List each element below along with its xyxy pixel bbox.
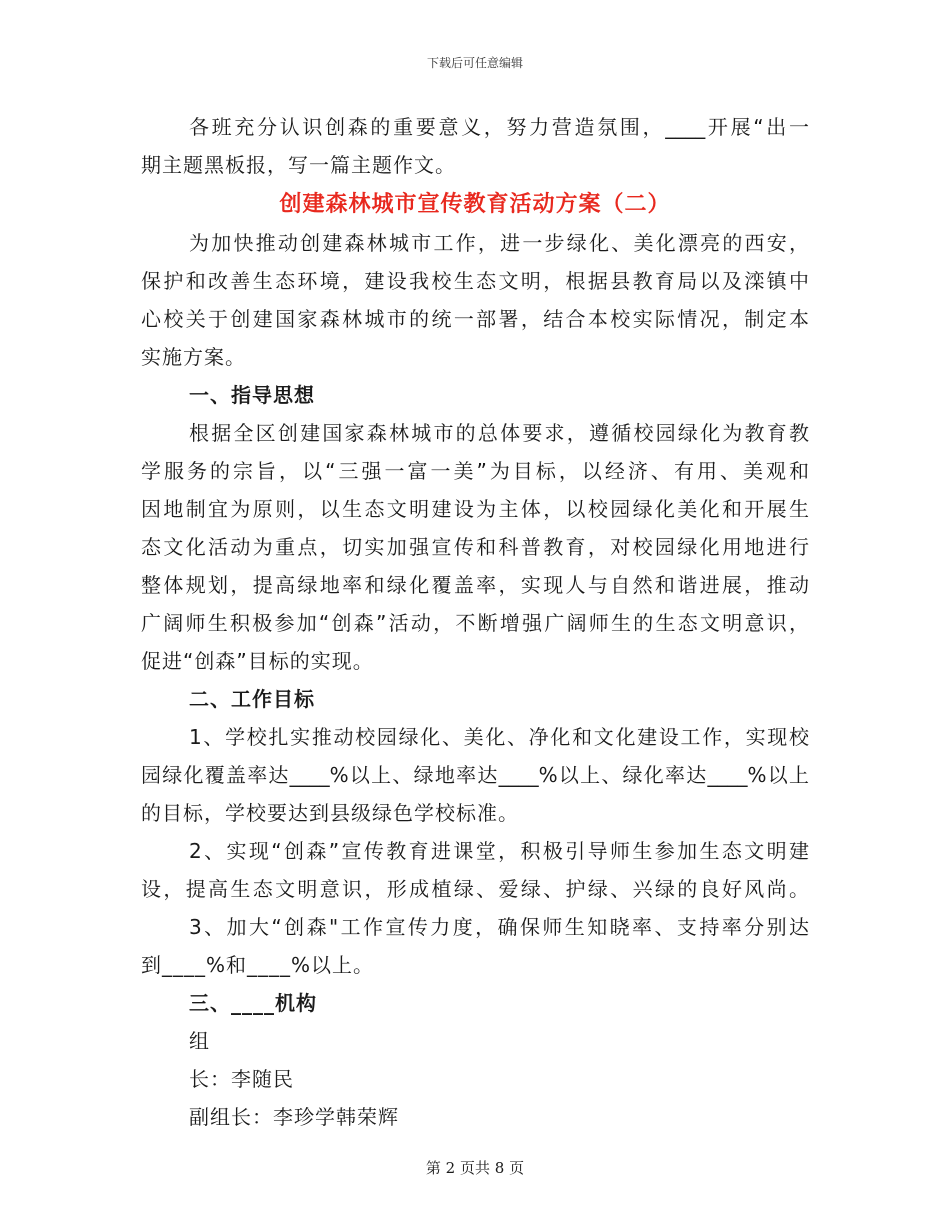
paragraph-line: 3、加大“创森"工作宣传力度，确保师生知晓率、支持率分别达 [189, 915, 809, 939]
paragraph-line: 各班充分认识创森的重要意义，努力营造氛围，____开展“出一 [189, 115, 809, 139]
paragraph-line: 副组长：李珍学韩荣辉 [189, 1105, 399, 1129]
paragraph-line: 的目标，学校要达到县级绿色学校标准。 [141, 801, 519, 825]
paragraph-line: 园绿化覆盖率达____%以上、绿地率达____%以上、绿化率达____%以上 [141, 763, 809, 787]
paragraph-line: 整体规划，提高绿地率和绿化覆盖率，实现人与自然和谐进展，推动 [141, 573, 809, 597]
paragraph-line: 保护和改善生态环境，建设我校生态文明，根据县教育局以及滦镇中 [141, 269, 809, 293]
paragraph-line: 学服务的宗旨，以“三强一富一美”为目标，以经济、有用、美观和 [141, 459, 809, 483]
paragraph-line: 心校关于创建国家森林城市的统一部署，结合本校实际情况，制定本 [141, 307, 809, 331]
paragraph-line: 组 [189, 1029, 210, 1053]
document-title: 创建森林城市宣传教育活动方案（二） [279, 191, 671, 217]
paragraph-line: 1、学校扎实推动校园绿化、美化、净化和文化建设工作，实现校 [189, 725, 809, 749]
document-body [141, 108, 809, 1136]
paragraph-line: 促进“创森”目标的实现。 [141, 649, 374, 673]
paragraph-line: 因地制宜为原则，以生态文明建设为主体，以校园绿化美化和开展生 [141, 497, 809, 521]
paragraph-line: 设，提高生态文明意识，形成植绿、爱绿、护绿、兴绿的良好风尚。 [141, 877, 809, 901]
section-heading: 三、____机构 [189, 991, 317, 1015]
paragraph-line: 态文化活动为重点，切实加强宣传和科普教育，对校园绿化用地进行 [141, 535, 809, 559]
page-header: 下载后可任意编辑 [426, 56, 523, 70]
paragraph-line: 根据全区创建国家森林城市的总体要求，遵循校园绿化为教育教 [189, 421, 809, 445]
paragraph-line: 实施方案。 [141, 345, 246, 369]
paragraph-line: 期主题黑板报，写一篇主题作文。 [141, 153, 456, 177]
page-footer: 第 2 页共 8 页 [425, 1159, 525, 1177]
paragraph-line: 为加快推动创建森林城市工作，进一步绿化、美化漂亮的西安， [189, 231, 809, 255]
paragraph-line: 2、实现“创森”宣传教育进课堂，积极引导师生参加生态文明建 [189, 839, 809, 863]
paragraph-line: 长：李随民 [189, 1067, 294, 1091]
paragraph-line: 广阔师生积极参加“创森”活动，不断增强广阔师生的生态文明意识， [141, 611, 809, 635]
section-heading: 二、工作目标 [189, 687, 315, 711]
section-heading: 一、指导思想 [189, 383, 315, 407]
paragraph-line: 到____%和____%以上。 [141, 953, 375, 977]
